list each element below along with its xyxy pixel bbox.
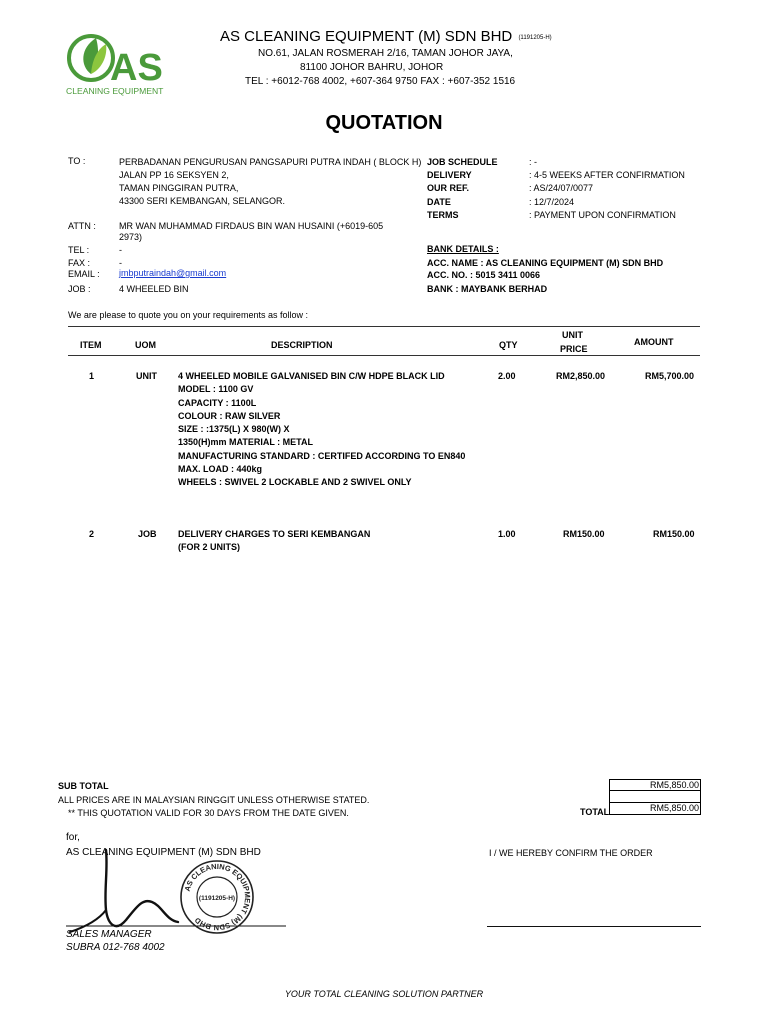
term-row [427, 169, 685, 182]
row2-amount: RM150.00 [653, 529, 695, 539]
sig-title: SALES MANAGER [66, 929, 152, 940]
description-line: MANUFACTURING STANDARD : CERTIFED ACCORDING TO EN840 [178, 450, 466, 461]
term-label: OUR REF. [427, 183, 470, 194]
intro-text: We are please to quote you on your requirements as follow : [68, 310, 308, 320]
attn-line: MR WAN MUHAMMAD FIRDAUS BIN WAN HUSAINI (+6019-605 [119, 221, 384, 231]
term-value: : PAYMENT UPON CONFIRMATION [529, 209, 676, 220]
bank-acc-no: ACC. NO. : 5015 3411 0066 [427, 270, 541, 280]
description-line: 1350(H)mm MATERIAL : METAL [178, 437, 314, 448]
description-line: MODEL : 1100 GV [178, 384, 254, 395]
col-header-uom: UOM [135, 340, 156, 350]
footer-tagline: YOUR TOTAL CLEANING SOLUTION PARTNER [284, 989, 484, 999]
table-top-rule [68, 326, 700, 327]
totals-empty-cell [609, 791, 701, 803]
fax-label: FAX : [68, 258, 91, 268]
attn-line: 2973) [119, 232, 143, 242]
tel-label: TEL : [68, 245, 90, 255]
logo-letters: AS [110, 47, 163, 89]
sig-company: AS CLEANING EQUIPMENT (M) SDN BHD [66, 847, 261, 858]
terms-block [427, 156, 685, 222]
description-line: CAPACITY : 1100L [178, 397, 257, 408]
email-label: EMAIL : [68, 269, 100, 279]
col-header-unit-price-1: UNIT [562, 330, 583, 340]
term-value: : AS/24/07/0077 [529, 183, 594, 194]
attn-label: ATTN : [68, 221, 96, 231]
attn-value [119, 221, 383, 243]
company-contact: TEL : +6012-768 4002, +607-364 9750 FAX : +607-352 1516 [245, 76, 516, 87]
bank-heading: BANK DETAILS : [427, 244, 499, 254]
term-row [427, 182, 685, 195]
row1-amount: RM5,700.00 [645, 371, 695, 381]
job-value: 4 WHEELED BIN [119, 284, 189, 294]
email-link[interactable]: jmbputraindah@gmail.com [119, 268, 227, 278]
confirm-signature-line [487, 926, 701, 927]
to-line: TAMAN PINGGIRAN PUTRA, [119, 183, 239, 193]
confirm-order-text: I / WE HEREBY CONFIRM THE ORDER [489, 848, 653, 858]
to-line: JALAN PP 16 SEKSYEN 2, [119, 170, 229, 180]
bank-acc-name: ACC. NAME : AS CLEANING EQUIPMENT (M) SDN BHD [427, 258, 664, 268]
term-value: : - [529, 157, 537, 167]
company-name [220, 28, 552, 45]
sig-contact: SUBRA 012-768 4002 [66, 942, 165, 953]
to-label: TO : [68, 156, 86, 166]
row1-description [178, 370, 465, 490]
validity-note: ** THIS QUOTATION VALID FOR 30 DAYS FROM THE DATE GIVEN. [68, 808, 349, 818]
term-label: DELIVERY [427, 170, 472, 181]
stamp-ring-text: AS CLEANING EQUIPMENT (M) SDN BHD [182, 861, 253, 933]
to-address [119, 156, 421, 208]
document-title: QUOTATION [325, 112, 443, 134]
col-header-qty: QTY [499, 340, 518, 350]
term-label: DATE [427, 196, 451, 207]
col-header-unit-price-2: PRICE [560, 344, 588, 354]
company-address-line2: 81100 JOHOR BAHRU, JOHOR [300, 62, 444, 73]
description-line: WHEELS : SWIVEL 2 LOCKABLE AND 2 SWIVEL ONLY [178, 477, 412, 488]
row1-uom: UNIT [136, 371, 157, 381]
row2-uom: JOB [138, 529, 157, 539]
row2-description [178, 528, 370, 555]
logo-caption: CLEANING EQUIPMENT [66, 86, 164, 96]
row1-qty: 2.00 [498, 371, 516, 381]
term-row [427, 156, 685, 169]
total-value: RM5,850.00 [609, 803, 701, 815]
bank-name: BANK : MAYBANK BERHAD [427, 284, 548, 294]
company-stamp-icon [178, 858, 256, 936]
term-value: : 12/7/2024 [529, 196, 575, 207]
subtotal-label: SUB TOTAL [58, 781, 109, 791]
company-reg-no: (1191205-H) [518, 35, 552, 41]
job-label: JOB : [68, 284, 91, 294]
description-line: SIZE : :1375(L) X 980(W) X [178, 424, 290, 435]
to-line: PERBADANAN PENGURUSAN PANGSAPURI PUTRA INDAH ( BLOCK H) [119, 157, 422, 167]
row2-unit-price: RM150.00 [563, 529, 605, 539]
row1-item: 1 [89, 371, 95, 381]
description-line: DELIVERY CHARGES TO SERI KEMBANGAN [178, 529, 371, 539]
term-label: JOB SCHEDULE [427, 157, 498, 167]
to-line: 43300 SERI KEMBANGAN, SELANGOR. [119, 196, 286, 206]
sig-for: for, [66, 832, 80, 843]
term-value: : 4-5 WEEKS AFTER CONFIRMATION [529, 170, 685, 181]
col-header-description: DESCRIPTION [271, 340, 333, 350]
description-line: (FOR 2 UNITS) [178, 542, 240, 553]
company-address-line1: NO.61, JALAN ROSMERAH 2/16, TAMAN JOHOR JAYA, [258, 48, 513, 59]
company-name-text: AS CLEANING EQUIPMENT (M) SDN BHD [220, 28, 513, 45]
stamp-center-text: (1191205-H) [198, 895, 236, 902]
col-header-amount: AMOUNT [634, 337, 674, 347]
subtotal-value: RM5,850.00 [609, 779, 701, 791]
row1-unit-price: RM2,850.00 [556, 371, 606, 381]
total-label: TOTAL [580, 807, 610, 817]
description-line: 4 WHEELED MOBILE GALVANISED BIN C/W HDPE BLACK LID [178, 371, 445, 381]
row2-qty: 1.00 [498, 529, 516, 539]
currency-note: ALL PRICES ARE IN MALAYSIAN RINGGIT UNLESS OTHERWISE STATED. [58, 795, 370, 805]
leaf-logo-icon [66, 30, 178, 98]
description-line: MAX. LOAD : 440kg [178, 464, 263, 475]
company-logo [66, 30, 178, 98]
tel-value: - [119, 245, 122, 255]
term-row [427, 196, 685, 209]
table-header-rule [68, 355, 700, 356]
description-line: COLOUR : RAW SILVER [178, 410, 281, 421]
col-header-item: ITEM [80, 340, 102, 350]
term-row [427, 209, 685, 222]
fax-value: - [119, 258, 122, 268]
term-label: TERMS [427, 209, 459, 220]
row2-item: 2 [89, 529, 95, 539]
totals-box [609, 779, 701, 815]
